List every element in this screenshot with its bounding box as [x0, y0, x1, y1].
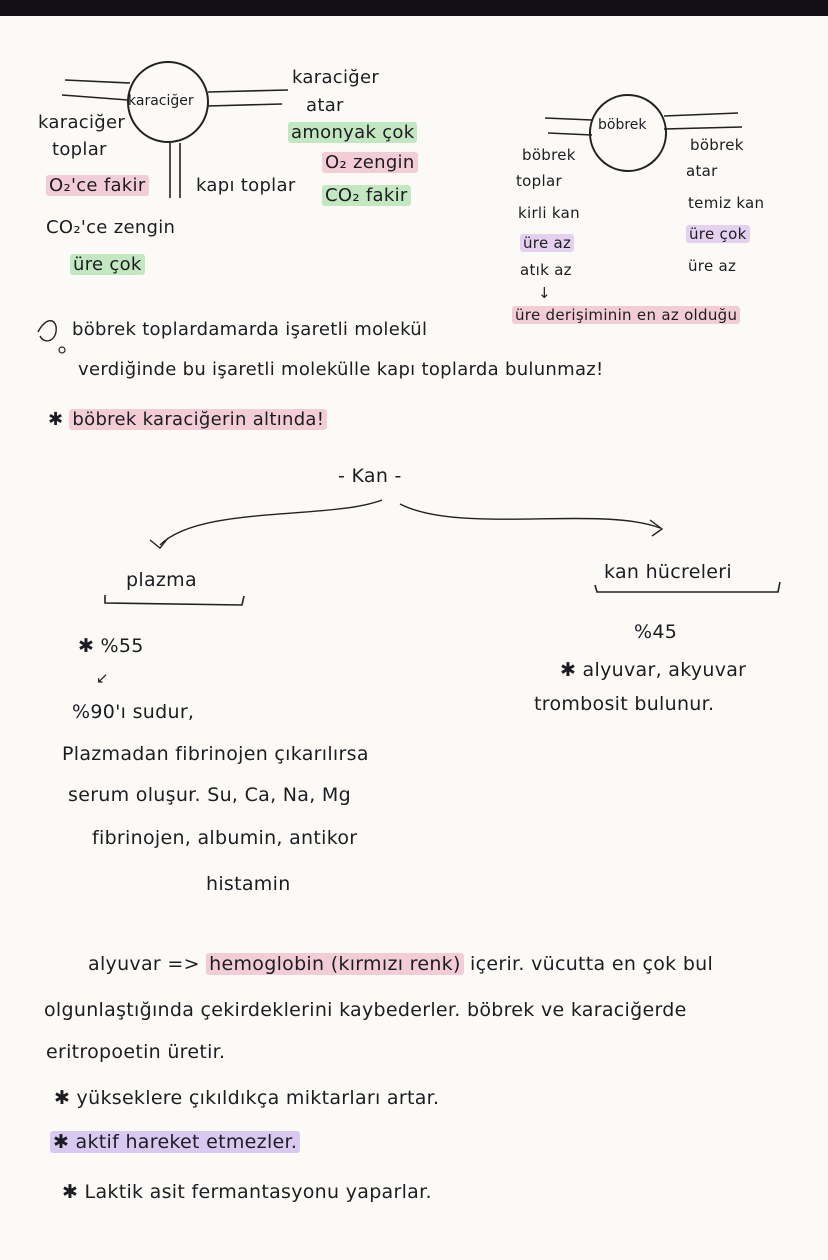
liver-artery-label-2: atar [306, 95, 344, 116]
arrow-to-plazma [150, 538, 168, 548]
kidney-vein-label-1: böbrek [522, 146, 576, 164]
note-line-1: böbrek toplardamarda işaretli molekül [72, 319, 428, 340]
plazma-title: plazma [126, 569, 197, 591]
down-arrow-icon: ↓ [538, 284, 551, 302]
kidney-left-line [548, 133, 592, 135]
liver-left-line [62, 95, 128, 100]
alyuvar-star-1: ✱ yükseklere çıkıldıkça miktarları artar. [54, 1087, 440, 1109]
plazma-percent: ✱ %55 [78, 635, 144, 657]
plazma-bracket [105, 595, 244, 605]
plazma-water: %90'ı sudur, [72, 701, 195, 723]
alyuvar-line-2: olgunlaştığında çekirdeklerini kaybederler. böbrek ve karaciğerde [44, 999, 687, 1021]
kidney-artery-label-2: atar [686, 162, 718, 180]
liver-vein-prop: O₂'ce fakir [46, 176, 149, 196]
plazma-line: serum oluşur. Su, Ca, Na, Mg [68, 784, 351, 806]
kidney-note: üre derişiminin en az olduğu [512, 307, 740, 324]
kan-hucreleri-line: ✱ alyuvar, akyuvar [560, 659, 747, 681]
kidney-right-line [664, 127, 742, 129]
kidney-right-line [664, 113, 738, 116]
kidney-vein-prop: atık az [520, 261, 572, 279]
portal-vein-label: kapı toplar [196, 175, 296, 196]
kan-hucreleri-percent: %45 [634, 621, 678, 643]
alyuvar-line-3: eritropoetin üretir. [46, 1041, 226, 1063]
star-icon: ✱ [48, 409, 64, 430]
kan-hucreleri-title: kan hücreleri [604, 561, 732, 583]
liver-artery-prop: amonyak çok [288, 123, 417, 143]
liver-left-line [65, 80, 130, 83]
note-glyph [38, 321, 56, 341]
kidney-artery-prop: üre çok [686, 226, 750, 243]
liver-right-line [208, 90, 288, 92]
liver-vein-prop: üre çok [70, 255, 145, 275]
note-glyph [59, 347, 65, 353]
liver-label: karaciğer [128, 93, 194, 109]
arrow-to-plazma [160, 500, 382, 545]
kan-title: - Kan - [338, 465, 402, 487]
plazma-line: Plazmadan fibrinojen çıkarılırsa [62, 743, 369, 765]
kidney-circle [590, 95, 666, 171]
kidney-vein-prop: kirli kan [518, 204, 580, 222]
kidney-artery-prop: temiz kan [688, 194, 765, 212]
liver-artery-prop: O₂ zengin [322, 153, 418, 173]
plazma-line: histamin [206, 873, 291, 895]
plazma-line: fibrinojen, albumin, antikor [92, 827, 358, 849]
kidney-label: böbrek [598, 117, 647, 133]
liver-artery-prop: CO₂ fakir [322, 186, 411, 206]
liver-vein-label-2: toplar [52, 139, 107, 160]
note-line-2: verdiğinde bu işaretli molekülle kapı toplarda bulunmaz! [78, 359, 604, 380]
kidney-artery-prop: üre az [688, 257, 737, 275]
alyuvar-line-1: alyuvar => hemoglobin (kırmızı renk) içerir. vücutta en çok bul [88, 953, 714, 975]
alyuvar-star-2: ✱ aktif hareket etmezler. [50, 1132, 300, 1153]
kidney-artery-label-1: böbrek [690, 136, 744, 154]
kidney-left-line [545, 118, 592, 120]
kan-hucreleri-bracket [595, 582, 780, 592]
alyuvar-star-3: ✱ Laktik asit fermantasyonu yaparlar. [62, 1181, 432, 1203]
liver-vein-prop: CO₂'ce zengin [46, 217, 176, 238]
arrow-to-kan-hucreleri [650, 520, 662, 536]
star-note: ✱ böbrek karaciğerin altında! [48, 410, 327, 430]
plazma-arrow-icon: ↙ [96, 669, 109, 687]
liver-artery-label-1: karaciğer [292, 67, 380, 88]
kidney-vein-prop: üre az [520, 235, 574, 252]
kidney-vein-label-2: toplar [516, 172, 562, 190]
liver-vein-label-1: karaciğer [38, 112, 126, 133]
kan-hucreleri-line: trombosit bulunur. [534, 693, 715, 715]
liver-right-line [208, 104, 282, 106]
arrow-to-kan-hucreleri [400, 504, 660, 528]
